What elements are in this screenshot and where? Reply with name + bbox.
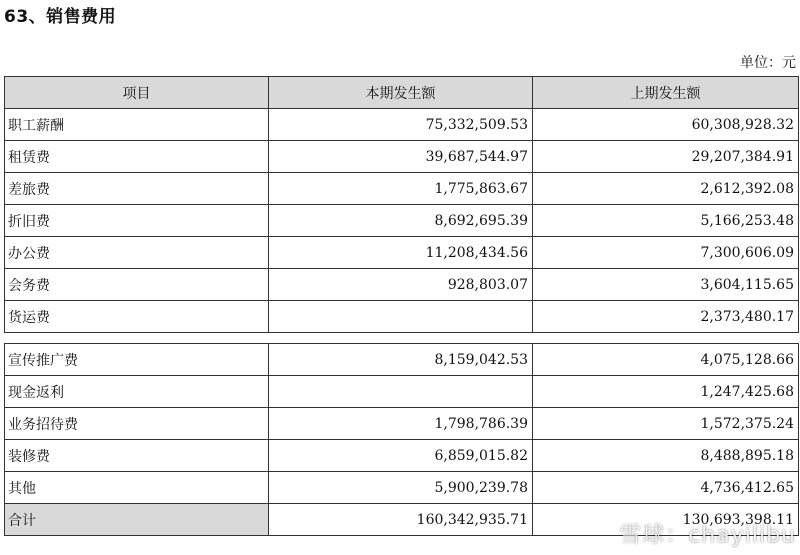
table-row — [5, 109, 799, 141]
row-name: 宣传推广费 — [5, 344, 269, 376]
row-current: 75,332,509.53 — [269, 109, 533, 141]
row-previous: 29,207,384.91 — [533, 141, 799, 173]
row-previous: 7,300,606.09 — [533, 237, 799, 269]
row-previous: 2,373,480.17 — [533, 301, 799, 333]
row-current: 8,692,695.39 — [269, 205, 533, 237]
row-previous: 5,166,253.48 — [533, 205, 799, 237]
watermark-logo: 雪球：chayilibu — [619, 523, 796, 548]
row-name: 会务费 — [5, 269, 269, 301]
row-current: 928,803.07 — [269, 269, 533, 301]
row-name: 业务招待费 — [5, 408, 269, 440]
total-previous: 130,693,398.11 — [533, 504, 799, 536]
row-name: 装修费 — [5, 440, 269, 472]
header-item: 项目 — [5, 77, 269, 109]
row-name: 职工薪酬 — [5, 109, 269, 141]
sales-expense-table — [4, 76, 799, 536]
table-row — [5, 408, 799, 440]
row-previous: 1,572,375.24 — [533, 408, 799, 440]
table-header-row — [5, 77, 799, 109]
row-current — [269, 376, 533, 408]
gap-cell — [5, 333, 269, 344]
row-name: 租赁费 — [5, 141, 269, 173]
table-row — [5, 269, 799, 301]
row-previous: 8,488,895.18 — [533, 440, 799, 472]
table-row — [5, 344, 799, 376]
row-previous: 4,075,128.66 — [533, 344, 799, 376]
table-row — [5, 472, 799, 504]
row-current: 1,798,786.39 — [269, 408, 533, 440]
row-current: 11,208,434.56 — [269, 237, 533, 269]
gap-cell — [533, 333, 799, 344]
table-row — [5, 173, 799, 205]
row-previous: 60,308,928.32 — [533, 109, 799, 141]
gap-cell — [269, 333, 533, 344]
row-current: 8,159,042.53 — [269, 344, 533, 376]
row-name: 现金返利 — [5, 376, 269, 408]
row-current: 1,775,863.67 — [269, 173, 533, 205]
row-name: 货运费 — [5, 301, 269, 333]
header-previous-period: 上期发生额 — [533, 77, 799, 109]
row-current: 39,687,544.97 — [269, 141, 533, 173]
total-name: 合计 — [5, 504, 269, 536]
page-break-gap — [5, 333, 799, 344]
row-current: 5,900,239.78 — [269, 472, 533, 504]
row-previous: 3,604,115.65 — [533, 269, 799, 301]
row-name: 折旧费 — [5, 205, 269, 237]
row-previous: 1,247,425.68 — [533, 376, 799, 408]
row-name: 差旅费 — [5, 173, 269, 205]
table-row — [5, 440, 799, 472]
table-row — [5, 205, 799, 237]
row-current: 6,859,015.82 — [269, 440, 533, 472]
row-name: 办公费 — [5, 237, 269, 269]
row-previous: 4,736,412.65 — [533, 472, 799, 504]
table-row — [5, 237, 799, 269]
row-previous: 2,612,392.08 — [533, 173, 799, 205]
table-row — [5, 301, 799, 333]
unit-label: 单位：元 — [740, 55, 796, 71]
row-name: 其他 — [5, 472, 269, 504]
row-current — [269, 301, 533, 333]
section-title: 63、销售费用 — [4, 7, 117, 27]
table-row — [5, 141, 799, 173]
total-current: 160,342,935.71 — [269, 504, 533, 536]
table-row — [5, 376, 799, 408]
header-current-period: 本期发生额 — [269, 77, 533, 109]
